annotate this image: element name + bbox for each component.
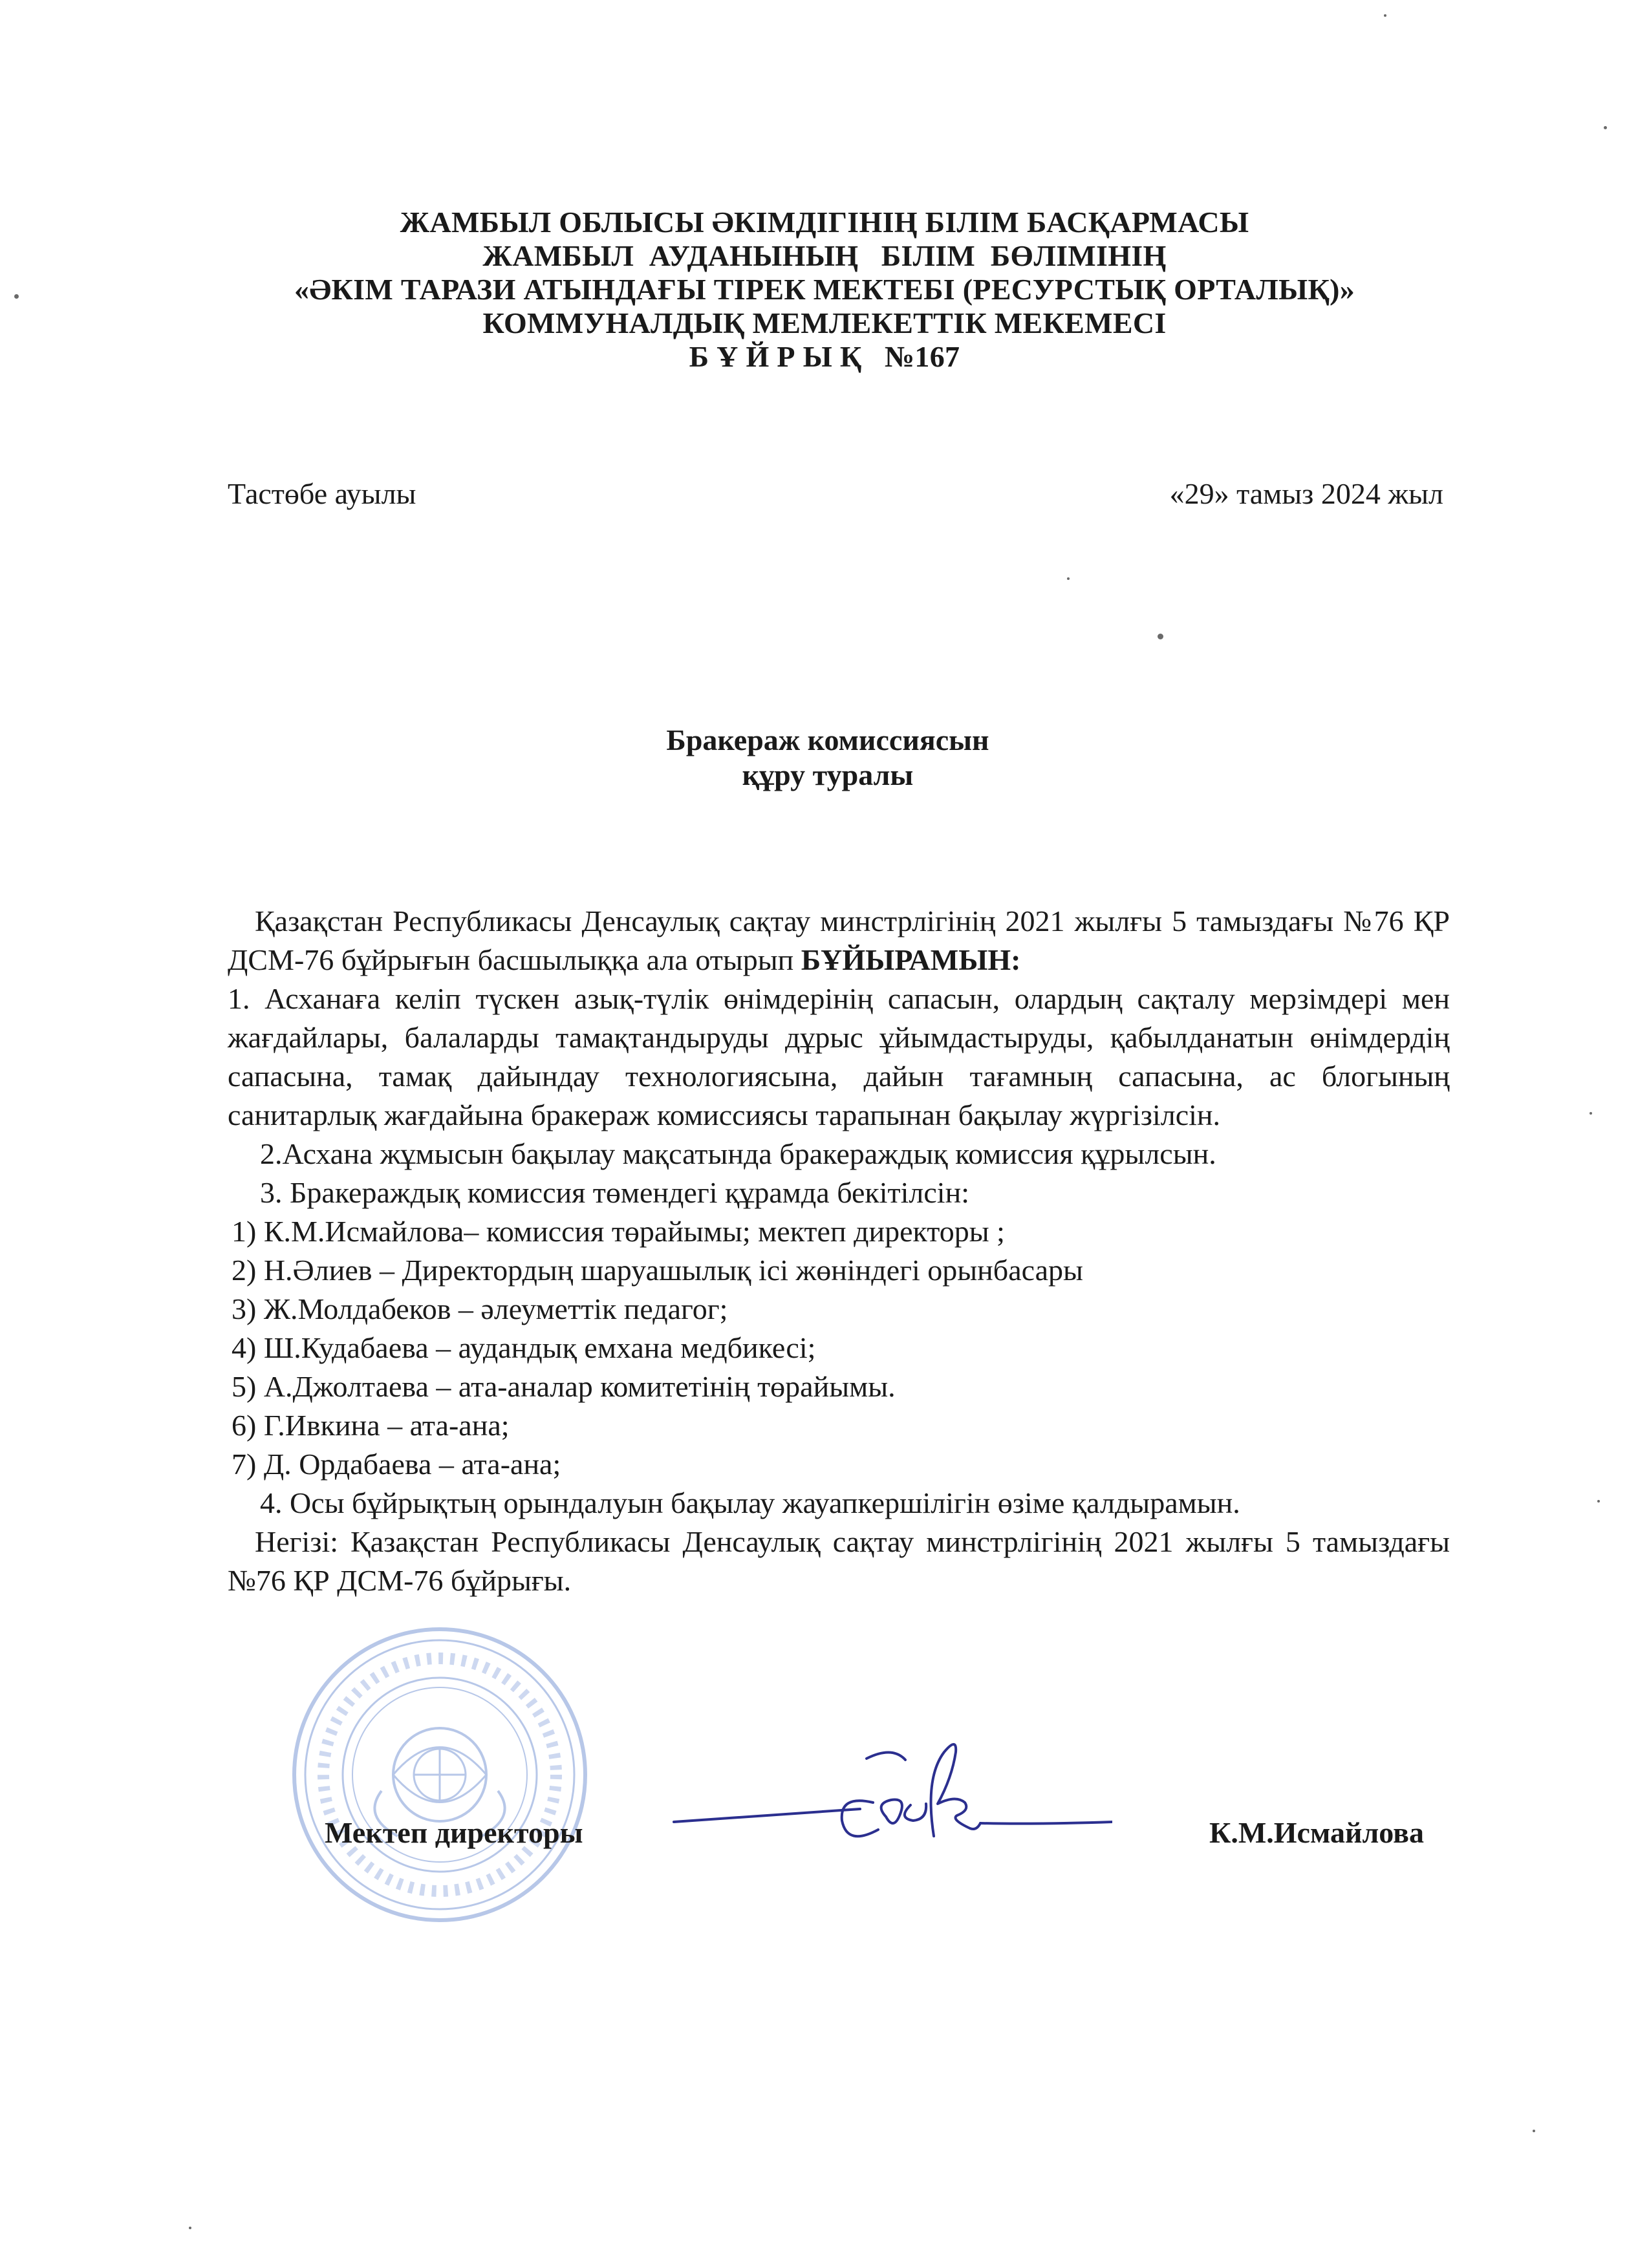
member-list-item: 2) Н.Әлиев – Директордың шаруашылық ісі жөніндегі орынбасары bbox=[232, 1254, 1083, 1287]
header-line-1: ЖАМБЫЛ ОБЛЫСЫ ӘКІМДІГІНІҢ БІЛІМ БАСҚАРМАСЫ bbox=[400, 206, 1249, 239]
member-list-item: 3) Ж.Молдабеков – әлеуметтік педагог; bbox=[232, 1292, 728, 1325]
item-1-paragraph: 1. Асханаға келіп түскен азық-түлік өнімдерінің сапасын, олардың сақталу мерзімдері мен жағдайлары, балаларды тамақтандыруды дұрыс ұйымдастыруды, қабылданатын өнімдердің сапасына, тамақ дайындау технологиясына, дайын тағамның сапасына, ас блогының санитарлық жағдайына бракераж комиссиясы тарапынан бақылау жүргізілсін. bbox=[228, 982, 1450, 1131]
document-title bbox=[582, 723, 1073, 793]
member-list-item: 7) Д. Ордабаева – ата-ана; bbox=[232, 1448, 561, 1481]
order-title: Б Ұ Й Р Ы Қ №167 bbox=[689, 340, 960, 373]
intro-text: Қазақстан Республикасы Денсаулық сақтау минстрлігінің 2021 жылғы 5 тамыздағы №76 ҚР ДСМ-76 бұйрығын басшылыққа ала отырып bbox=[228, 904, 1450, 976]
date-text: «29» тамыз 2024 жыл bbox=[1169, 477, 1443, 510]
header-line-4: КОММУНАЛДЫҚ МЕМЛЕКЕТТІК МЕКЕМЕСІ bbox=[482, 306, 1167, 339]
item-3-paragraph: 3. Бракераждық комиссия төмендегі құрамда бекітілсін: bbox=[260, 1176, 969, 1209]
place-text: Тастөбе ауылы bbox=[228, 477, 416, 510]
basis-paragraph: Негізі: Қазақстан Республикасы Денсаулық сақтау минстрлігінің 2021 жылғы 5 тамыздағы №76 ҚР ДСМ-76 бұйрығы. bbox=[228, 1525, 1450, 1597]
scan-speck bbox=[1597, 1500, 1600, 1503]
title-line-2: құру туралы bbox=[742, 758, 914, 791]
intro-paragraph bbox=[228, 902, 1450, 979]
scan-speck bbox=[1590, 1112, 1592, 1115]
signature-row bbox=[228, 1815, 1450, 1861]
header-line-2: ЖАМБЫЛ АУДАНЫНЫҢ БІЛІМ БӨЛІМІНІҢ bbox=[482, 239, 1167, 272]
place-date-row bbox=[228, 477, 1443, 511]
scan-speck bbox=[1067, 577, 1070, 580]
scan-speck bbox=[1158, 634, 1163, 639]
member-list-item: 1) К.М.Исмайлова– комиссия төрайымы; мектеп директоры ; bbox=[232, 1215, 1005, 1248]
item-4-paragraph: 4. Осы бұйрықтың орындалуын бақылау жауапкершілігін өзіме қалдырамын. bbox=[260, 1486, 1240, 1519]
member-list-item: 6) Г.Ивкина – ата-ана; bbox=[232, 1409, 510, 1442]
document-header bbox=[220, 206, 1429, 374]
scan-speck bbox=[189, 2227, 191, 2229]
header-line-3: «ӘКІМ ТАРАЗИ АТЫНДАҒЫ ТІРЕК МЕКТЕБІ (РЕСУРСТЫҚ ОРТАЛЫҚ)» bbox=[294, 273, 1355, 306]
member-list-item: 5) А.Джолтаева – ата-аналар комитетінің төрайымы. bbox=[232, 1370, 896, 1403]
item-2-paragraph: 2.Асхана жұмысын бақылау мақсатында бракераждық комиссия құрылсын. bbox=[260, 1137, 1216, 1170]
signer-position: Мектеп директоры bbox=[325, 1816, 583, 1849]
document-body bbox=[228, 902, 1450, 1600]
official-stamp-icon bbox=[285, 1623, 595, 1927]
scan-speck bbox=[1384, 14, 1386, 17]
title-line-1: Бракераж комиссиясын bbox=[666, 723, 989, 756]
scan-speck bbox=[14, 294, 19, 299]
signer-name: К.М.Исмайлова bbox=[1209, 1816, 1424, 1849]
order-keyword: БҰЙЫРАМЫН: bbox=[801, 943, 1021, 976]
member-list-item: 4) Ш.Кудабаева – аудандық емхана медбикесі; bbox=[232, 1331, 816, 1364]
scan-speck bbox=[1533, 2130, 1535, 2132]
scan-speck bbox=[1604, 126, 1607, 129]
